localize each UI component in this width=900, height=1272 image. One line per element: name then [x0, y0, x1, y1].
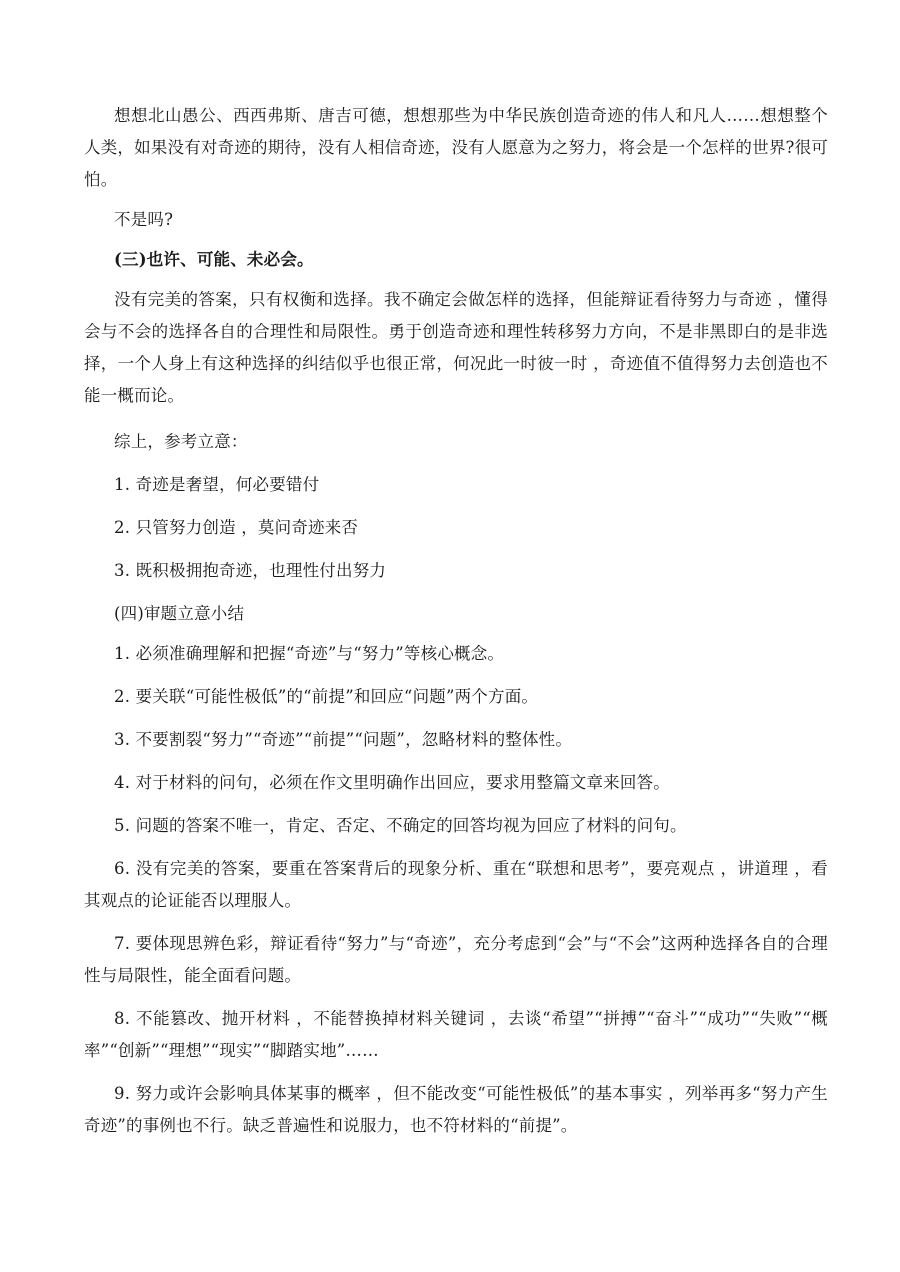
paragraph-no-perfect-answer: 没有完美的答案，只有权衡和选择。我不确定会做怎样的选择，但能辩证看待努力与奇迹 ，懂得会与不会的选择各自的合理性和局限性。勇于创造奇迹和理性转移努力方向，不是非黑即白的是非选择，一个人身上有这种选择的纠结似乎也很正常，何况此一时彼一时 ，奇迹值不值得努力去创造也不能一概而论。 — [84, 290, 828, 405]
reference-theme-3: 3. 既积极拥抱奇迹，也理性付出努力 — [114, 561, 387, 580]
summary-point-5: 5. 问题的答案不唯一，肯定、否定、不确定的回答均视为回应了材料的问句。 — [114, 816, 687, 835]
summary-point-2: 2. 要关联“可能性极低”的“前提”和回应“问题”两个方面。 — [114, 687, 539, 706]
summary-point-4: 4. 对于材料的问句，必须在作文里明确作出回应，要求用整篇文章来回答。 — [114, 773, 670, 792]
summary-point-8: 8. 不能篡改、抛开材料 ，不能替换掉材料关键词 ，去谈“希望”“拼搏”“奋斗”“成功”“失败”“概率”“创新”“理想”“现实”“脚踏实地”…… — [84, 1009, 828, 1060]
reference-theme-1: 1. 奇迹是奢望，何必要错付 — [114, 475, 320, 494]
summary-point-6: 6. 没有完美的答案，要重在答案背后的现象分析、重在“联想和思考”，要亮观点 ，讲道理 ，看其观点的论证能否以理服人。 — [84, 859, 828, 910]
document-body — [84, 100, 828, 1142]
paragraph-heroes-miracles: 想想北山愚公、西西弗斯、唐吉可德，想想那些为中华民族创造奇迹的伟人和凡人……想想整个人类，如果没有对奇迹的期待，没有人相信奇迹，没有人愿意为之努力，将会是一个怎样的世界?很可怕。 — [84, 106, 828, 189]
section-heading-three: (三)也许、可能、未必会。 — [114, 250, 314, 269]
paragraph-rhetorical-question: 不是吗? — [114, 210, 174, 229]
section-heading-four: (四)审题立意小结 — [114, 604, 245, 623]
reference-theme-2: 2. 只管努力创造 ，莫问奇迹来否 — [114, 518, 359, 537]
summary-point-1: 1. 必须准确理解和把握“奇迹”与“努力”等核心概念。 — [114, 644, 505, 663]
summary-point-7: 7. 要体现思辨色彩，辩证看待“努力”与“奇迹”，充分考虑到“会”与“不会”这两种选择各自的合理性与局限性，能全面看问题。 — [84, 934, 828, 985]
summary-point-9: 9. 努力或许会影响具体某事的概率 ，但不能改变“可能性极低”的基本事实 ，列举再多“努力产生奇迹”的事例也不行。缺乏普遍性和说服力，也不符材料的“前提”。 — [84, 1084, 828, 1135]
paragraph-summary-intro: 综上，参考立意： — [114, 432, 248, 451]
summary-point-3: 3. 不要割裂“努力”“奇迹”“前提”“问题”，忽略材料的整体性。 — [114, 730, 573, 749]
